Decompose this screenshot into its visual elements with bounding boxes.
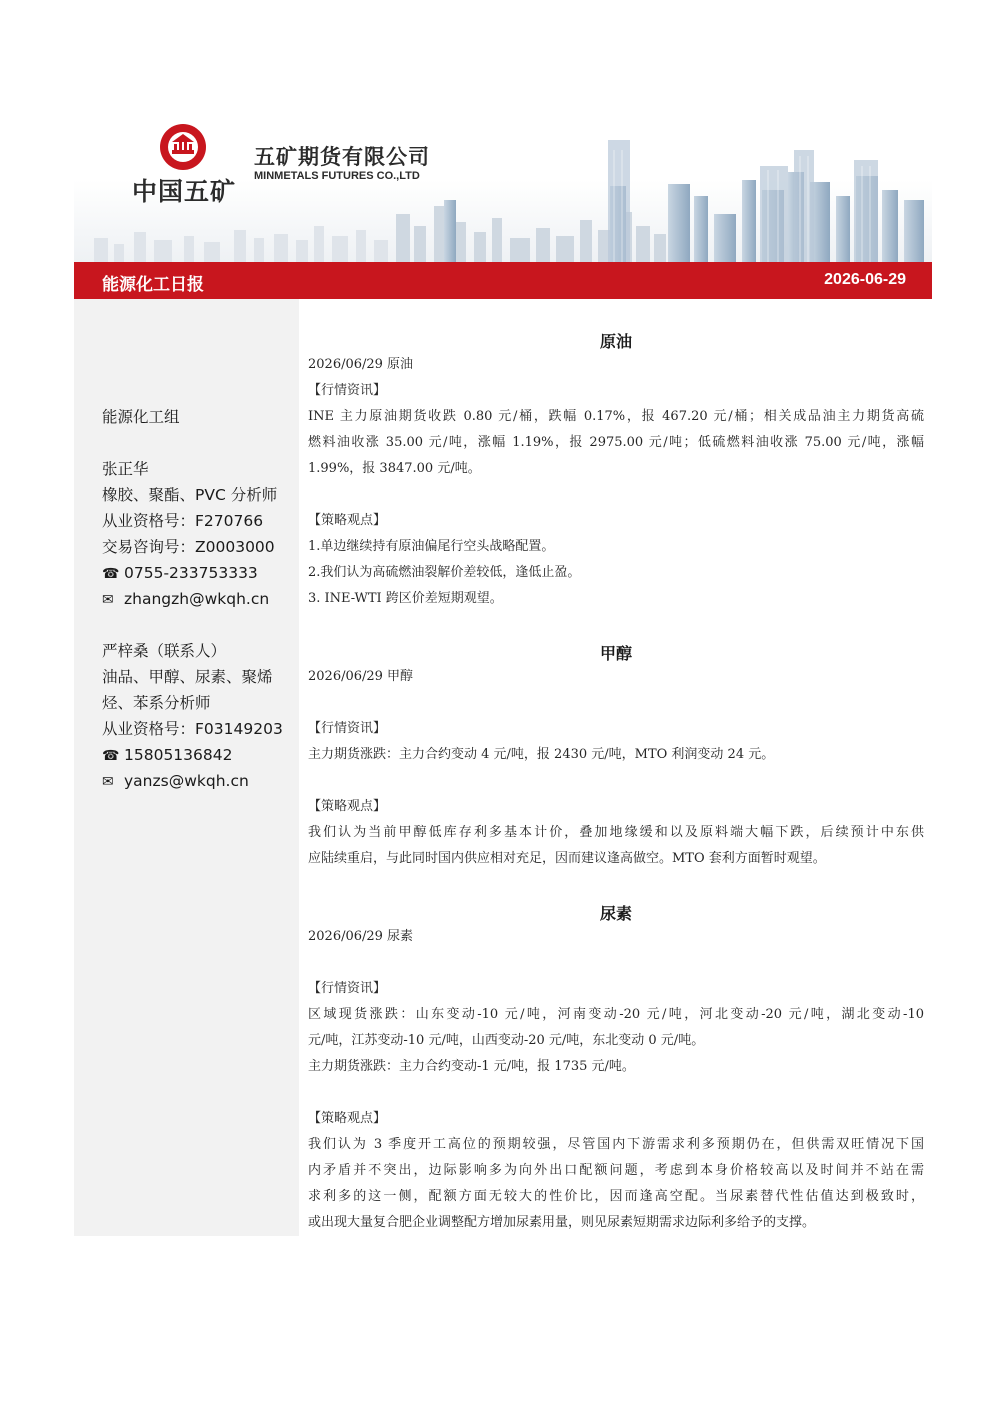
urea-date: 2026/06/29 尿素 (308, 929, 414, 944)
urea-market-text: 区域现货涨跌：山东变动-10 元/吨，河南变动-20 元/吨，河北变动-20 元/吨，湖北变动-10 (308, 1007, 924, 1022)
analyst1-phone (102, 563, 258, 584)
urea-strategy-text: 我们认为 3 季度开工高位的预期较强，尽管国内下游需求利多预期仍在，但供需双旺情况下国 (308, 1137, 924, 1152)
analyst1-consult-id: 交易咨询号：Z0003000 (102, 538, 275, 556)
urea-strategy-text: 或出现大量复合肥企业调整配方增加尿素用量，则见尿素短期需求边际利多给予的支撑。 (308, 1215, 816, 1230)
crude-strategy-heading: 【策略观点】 (308, 513, 387, 528)
mail-icon: ✉ (102, 592, 114, 608)
crude-market-text: 1.99%，报 3847.00 元/吨。 (308, 461, 481, 476)
methanol-date: 2026/06/29 甲醇 (308, 669, 414, 684)
crude-market-text: INE 主力原油期货收跌 0.80 元/桶，跌幅 0.17%，报 467.20 元/桶；相关成品油主力期货高硫 (308, 409, 924, 424)
phone-icon: ☎ (102, 566, 120, 582)
urea-strategy-text: 求利多的这一侧，配额方面无较大的性价比，因而逢高空配。当尿素替代性估值达到极致时， (308, 1189, 924, 1204)
section-title-methanol: 甲醇 (599, 644, 632, 663)
company-name-en: MINMETALS FUTURES CO.,LTD (254, 170, 420, 182)
section-title-urea: 尿素 (599, 904, 632, 923)
company-name-cn: 五矿期货有限公司 (254, 145, 430, 169)
section-title-crude: 原油 (599, 332, 632, 351)
urea-market-heading: 【行情资讯】 (308, 981, 387, 996)
analyst2-phone-number: 15805136842 (124, 746, 233, 764)
analyst1-phone-number: 0755-233753333 (124, 564, 258, 582)
analyst2-email (102, 771, 249, 792)
analyst2-role-line1: 油品、甲醇、尿素、聚烯 (102, 668, 273, 686)
analyst2-name: 严梓桑（联系人） (102, 642, 227, 660)
group-name: 能源化工组 (102, 408, 180, 426)
methanol-market-heading: 【行情资讯】 (308, 721, 387, 736)
methanol-market-text: 主力期货涨跌：主力合约变动 4 元/吨，报 2430 元/吨，MTO 利润变动 24 元。 (308, 747, 775, 762)
report-title-bar (74, 262, 932, 299)
crude-market-text: 燃料油收涨 35.00 元/吨，涨幅 1.19%，报 2975.00 元/吨；低硫燃料油收涨 75.00 元/吨，涨幅 (308, 435, 924, 450)
crude-date: 2026/06/29 原油 (308, 357, 414, 372)
analyst2-phone (102, 745, 232, 766)
methanol-strategy-heading: 【策略观点】 (308, 799, 387, 814)
logo-text: 中国五矿 (132, 177, 237, 206)
mail-icon: ✉ (102, 774, 114, 790)
analyst1-name: 张正华 (102, 460, 149, 478)
crude-strategy-item: 1.单边继续持有原油偏尾行空头战略配置。 (308, 539, 555, 554)
crude-strategy-item: 3. INE-WTI 跨区价差短期观望。 (308, 591, 503, 606)
analyst2-email-address[interactable]: yanzs@wkqh.cn (124, 772, 249, 790)
urea-market-text: 元/吨，江苏变动-10 元/吨，山西变动-20 元/吨，东北变动 0 元/吨。 (308, 1033, 705, 1048)
analyst1-email (102, 589, 269, 610)
urea-market-text: 主力期货涨跌：主力合约变动-1 元/吨，报 1735 元/吨。 (308, 1059, 635, 1074)
analyst1-role: 橡胶、聚酯、PVC 分析师 (102, 486, 278, 504)
analyst1-license: 从业资格号：F270766 (102, 512, 264, 530)
report-title: 能源化工日报 (102, 275, 204, 295)
analyst-sidebar (74, 299, 299, 1236)
crude-market-heading: 【行情资讯】 (308, 383, 387, 398)
analyst2-license: 从业资格号：F03149203 (102, 720, 283, 738)
urea-strategy-heading: 【策略观点】 (308, 1111, 387, 1126)
crude-strategy-item: 2.我们认为高硫燃油裂解价差较低，逢低止盈。 (308, 565, 581, 580)
report-header (0, 0, 992, 262)
methanol-strategy-text: 应陆续重启，与此同时国内供应相对充足，因而建议逢高做空。MTO 套利方面暂时观望。 (308, 851, 826, 866)
urea-strategy-text: 内矛盾并不突出，边际影响多为向外出口配额问题，考虑到本身价格较高以及时间并不站在需 (308, 1163, 924, 1178)
phone-icon: ☎ (102, 748, 120, 764)
analyst2-role-line2: 烃、苯系分析师 (102, 694, 211, 712)
analyst1-email-address[interactable]: zhangzh@wkqh.cn (124, 590, 270, 608)
minmetals-logo-icon (158, 122, 208, 172)
methanol-strategy-text: 我们认为当前甲醇低库存利多基本计价，叠加地缘缓和以及原料端大幅下跌，后续预计中东供 (308, 825, 924, 840)
report-date: 2026-06-29 (824, 271, 906, 288)
